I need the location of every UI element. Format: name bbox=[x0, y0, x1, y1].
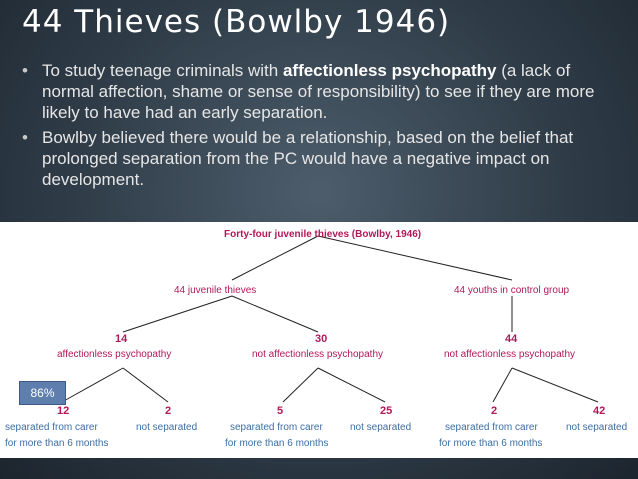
thieves-node: 44 juvenile thieves bbox=[174, 285, 257, 296]
leaf5-label-b: for more than 6 months bbox=[439, 438, 543, 449]
ctrl-count: 44 bbox=[505, 333, 518, 345]
tree-diagram bbox=[0, 222, 638, 458]
leaf3-count: 5 bbox=[277, 405, 284, 417]
edge-root-controls bbox=[318, 236, 512, 280]
controls-node: 44 youths in control group bbox=[454, 285, 570, 296]
edge-root-thieves bbox=[232, 236, 318, 280]
edge-ctrl-leaf6 bbox=[512, 368, 598, 402]
leaf2-count: 2 bbox=[165, 405, 172, 417]
leaf3-label-b: for more than 6 months bbox=[225, 438, 329, 449]
bullet-hypothesis bbox=[22, 127, 622, 190]
bullet-dot-icon: • bbox=[22, 128, 28, 147]
leaf4-count: 25 bbox=[380, 405, 393, 417]
bullet-hypothesis-text: Bowlby believed there would be a relationship, based on the belief that prolonged separation from the PC would have a negative impact on development. bbox=[42, 128, 574, 189]
bullet-dot-icon: • bbox=[22, 61, 28, 80]
diagram-title: Forty-four juvenile thieves (Bowlby, 1946) bbox=[224, 229, 422, 240]
bullet-aim-bold: affectionless psychopathy bbox=[282, 61, 497, 80]
slide-title: 44 Thieves (Bowlby 1946) bbox=[22, 4, 451, 40]
bullet-list bbox=[22, 60, 622, 194]
leaf1-label-b: for more than 6 months bbox=[5, 438, 109, 449]
ap-count: 14 bbox=[115, 333, 128, 345]
bullet-aim-pre: To study teenage criminals with bbox=[42, 61, 283, 80]
edge-nap-leaf4 bbox=[318, 368, 385, 402]
leaf1-count: 12 bbox=[57, 405, 70, 417]
edge-ap-leaf2 bbox=[123, 368, 168, 402]
leaf6-label: not separated bbox=[566, 422, 628, 433]
edge-nap-leaf3 bbox=[283, 368, 318, 402]
ap-label: affectionless psychopathy bbox=[57, 349, 172, 360]
ctrl-label: not affectionless psychopathy bbox=[444, 349, 576, 360]
edge-ap-leaf1 bbox=[62, 368, 123, 402]
leaf1-label-a: separated from carer bbox=[5, 422, 98, 433]
leaf3-label-a: separated from carer bbox=[230, 422, 323, 433]
bullet-aim-post: (a lack of normal affection, shame or sense of responsibility) to see if they are more likely to have had an early separation. bbox=[42, 61, 595, 122]
edge-thieves-nap bbox=[232, 296, 318, 332]
leaf5-count: 2 bbox=[491, 405, 498, 417]
nap-count: 30 bbox=[315, 333, 328, 345]
leaf5-label-a: separated from carer bbox=[445, 422, 538, 433]
edge-thieves-ap bbox=[123, 296, 232, 332]
edge-ctrl-leaf5 bbox=[493, 368, 512, 402]
leaf2-label: not separated bbox=[136, 422, 198, 433]
leaf4-label: not separated bbox=[350, 422, 412, 433]
leaf6-count: 42 bbox=[593, 405, 606, 417]
nap-label: not affectionless psychopathy bbox=[252, 349, 384, 360]
percentage-callout: 86% bbox=[19, 381, 66, 405]
bullet-aim bbox=[22, 60, 622, 123]
